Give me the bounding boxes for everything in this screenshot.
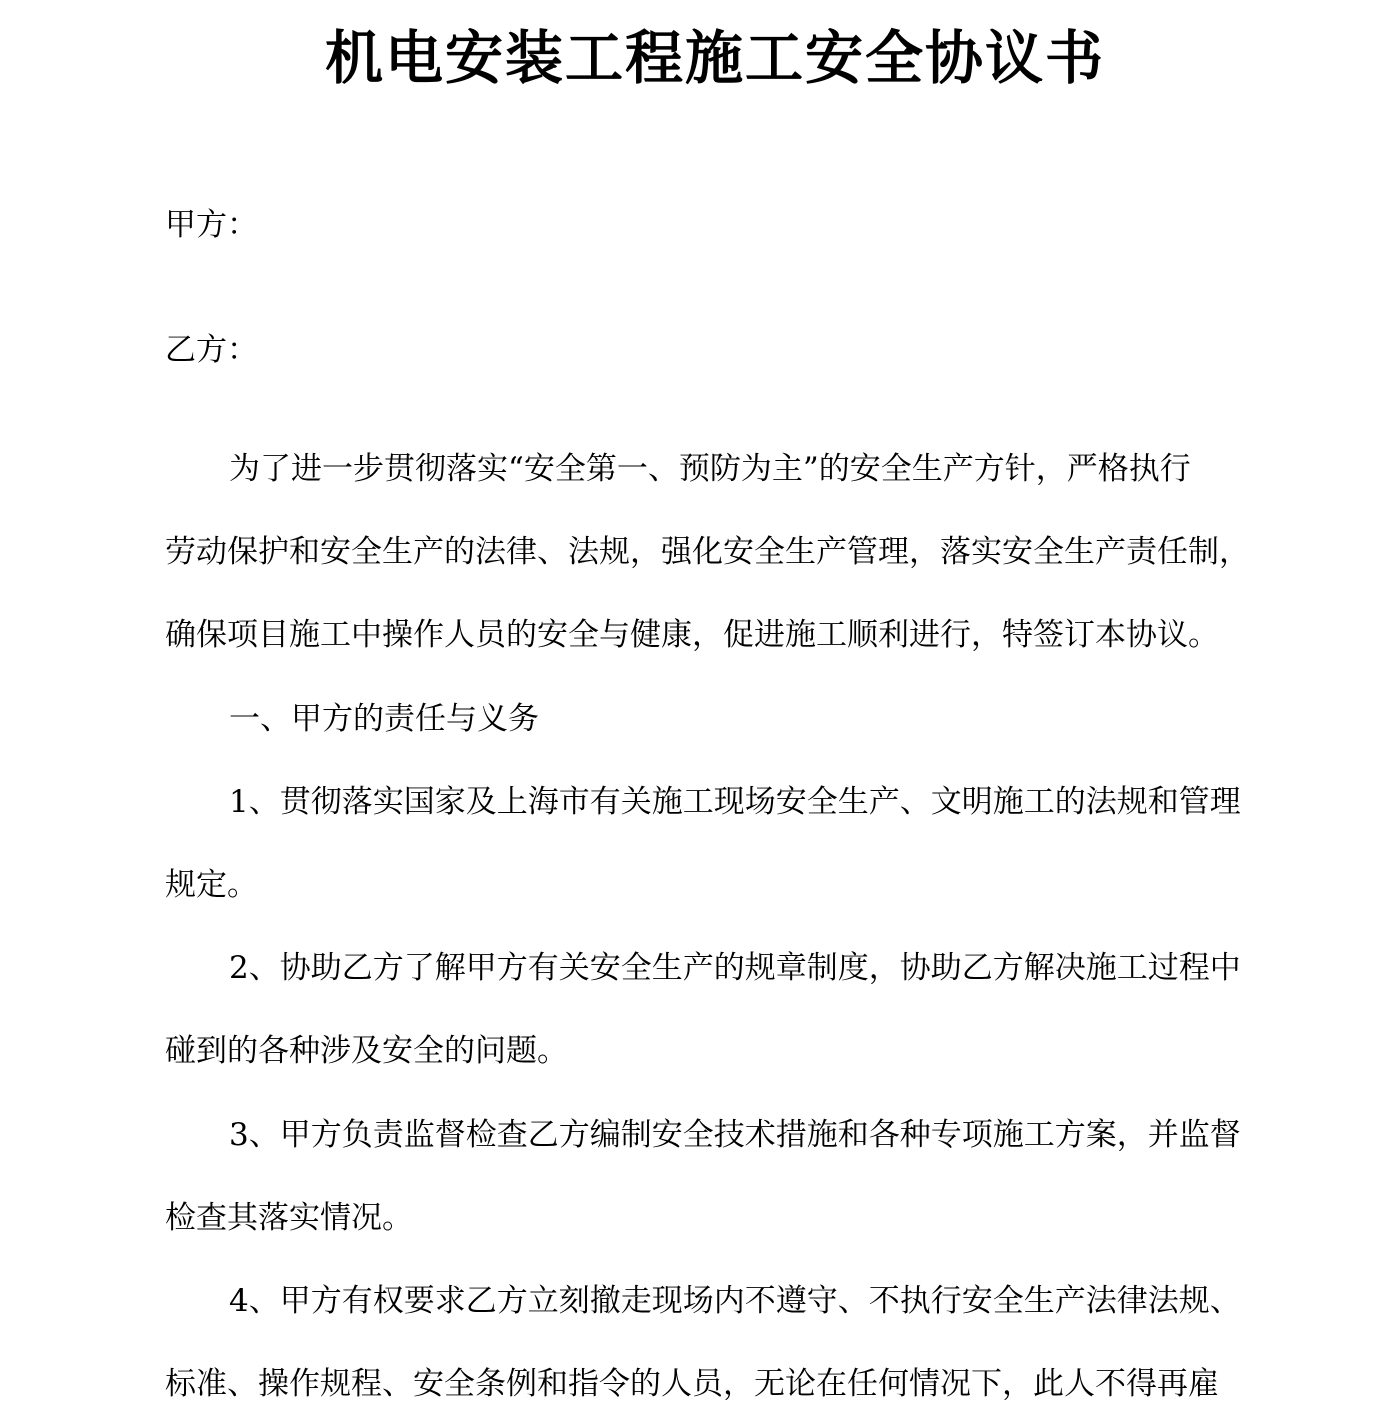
- document-body: [165, 428, 1265, 1426]
- item-paragraph-1: [165, 761, 1265, 927]
- item-line: 2、协助乙方了解甲方有关安全生产的规章制度，协助乙方解决施工过程中: [229, 950, 1241, 987]
- intro-paragraph: [165, 428, 1265, 678]
- section-heading: [165, 678, 1265, 761]
- intro-line: 为了进一步贯彻落实“安全第一、预防为主”的安全生产方针，严格执行: [229, 451, 1191, 487]
- item-line: 规定。: [165, 867, 258, 904]
- item-line: 4、甲方有权要求乙方立刻撤走现场内不遵守、不执行安全生产法律法规、: [229, 1283, 1241, 1320]
- intro-line: 劳动保护和安全生产的法律、法规，强化安全生产管理，落实安全生产责任制，: [165, 534, 1250, 571]
- item-paragraph-4: [165, 1260, 1265, 1426]
- party-a-label: 甲方：: [165, 207, 258, 243]
- item-paragraph-2: [165, 927, 1265, 1093]
- document-title: 机电安装工程施工安全协议书: [324, 24, 1105, 92]
- intro-line: 确保项目施工中操作人员的安全与健康，促进施工顺利进行，特签订本协议。: [165, 617, 1219, 654]
- item-line: 3、甲方负责监督检查乙方编制安全技术措施和各种专项施工方案，并监督: [229, 1116, 1241, 1153]
- item-line: 检查其落实情况。: [165, 1199, 413, 1236]
- item-line: 碰到的各种涉及安全的问题。: [165, 1033, 568, 1070]
- section-1-heading: 一、甲方的责任与义务: [229, 700, 539, 737]
- party-b-label: 乙方：: [165, 332, 258, 368]
- item-line: 1、贯彻落实国家及上海市有关施工现场安全生产、文明施工的法规和管理: [229, 783, 1241, 820]
- item-paragraph-3: [165, 1094, 1265, 1260]
- item-line: 标准、操作规程、安全条例和指令的人员，无论在任何情况下，此人不得再雇: [165, 1366, 1219, 1403]
